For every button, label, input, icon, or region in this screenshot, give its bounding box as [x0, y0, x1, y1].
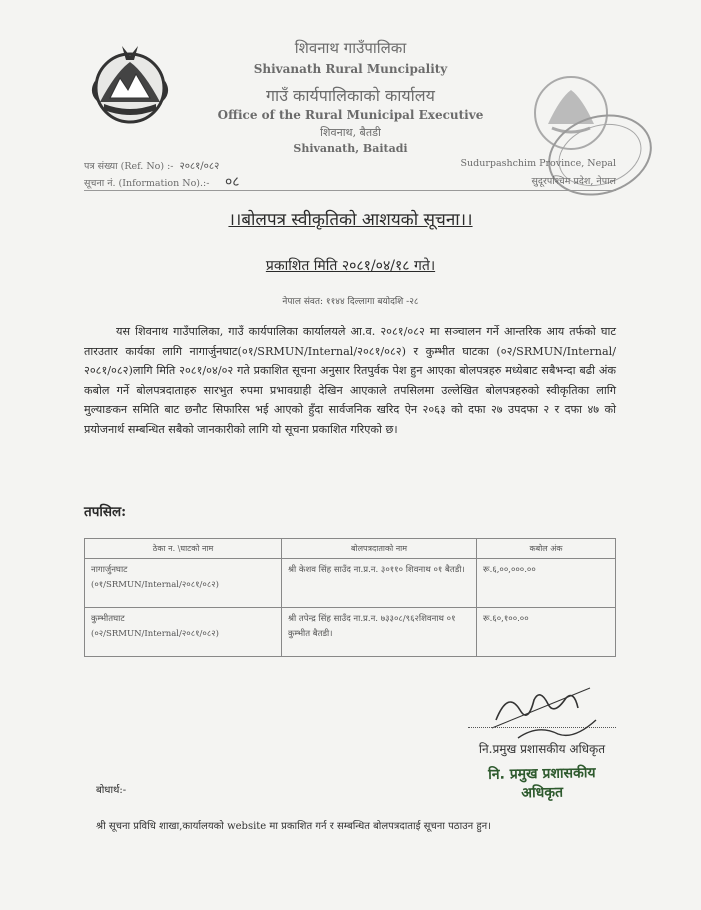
col-header-bidder: बोलपत्रदाताको नाम: [282, 539, 477, 559]
notice-body: यस शिवनाथ गाउँपालिका, गाउँ कार्यपालिका कार्यालयले आ.व. २०८१/०८२ मा सञ्चालन गर्ने आन्तरिक आय तर्फको घाट तारउतार कार्यका लागि नागार्जुनघाट(०१/SRMUN/Internal/२०८१/०८२) र कुम्भीत घाटका (०२/SRMUN/Internal/२०८१/०८२)लागि मिति २०८१/०४/०२ गते प्रकाशित सूचना अनुसार रितपुर्वक पेश हुन आएका बोलपत्रहरु मध्येबाट सबैभन्दा बढी अंक कबोल गर्ने बोलपत्रदाताहरु सारभुत रुपमा प्रभावग्राही देखिन आएकाले तपसिलमा उल्लेखित बोलपत्रहरुको स्वीकृतिका लागि मुल्याङकन समिति बाट छनौट सिफारिस भई आएको हुँदा सार्वजनिक खरिद ऐन २०६३ को दफा २७ उपदफा २ र दफा ४७ को प्रयोजनार्थ सम्बन्धित सबैको जानकारीको लागि यो सूचना प्रकाशित गरिएको छ।: [84, 325, 616, 436]
designation-stamp: नि. प्रमुख प्रशासकीय अधिकृत: [488, 765, 596, 802]
place-en: Shivanath, Baitadi: [293, 142, 408, 155]
org-name-np: शिवनाथ गाउँपालिका: [294, 39, 407, 57]
office-name-en: Office of the Rural Municipal Executive: [217, 108, 484, 122]
org-name-en: Shivanath Rural Muncipality: [253, 62, 448, 76]
ghat-code: (०२/SRMUN/Internal/२०८१/०८२): [91, 629, 219, 639]
info-label: सूचना नं. (Information No).:-: [84, 178, 210, 189]
office-name-np: गाउँ कार्यपालिकाको कार्यालय: [266, 86, 435, 105]
publish-date: प्रकाशित मिति २०८१/०४/१८ गते।: [265, 258, 436, 274]
province-np: सुदूरपश्चिम प्रदेश, नेपाल: [531, 176, 616, 187]
ref-value: २०८१/०८२: [179, 161, 220, 172]
ghat-name: कुम्भीतघाट: [91, 614, 125, 624]
notice-title: ।।बोलपत्र स्वीकृतिको आशयको सूचना।।: [228, 210, 473, 230]
ref-label: पत्र संख्या (Ref. No) :-: [84, 161, 174, 172]
footer-note: श्री सूचना प्रविधि शाखा,कार्यालयको website मा प्रकाशित गर्न र सम्बन्धित बोलपत्रदाताई सूचना पठाउन हुन।: [96, 821, 492, 832]
ghat-name: नागार्जुनघाट: [91, 565, 128, 575]
ghat-code: (०१/SRMUN/Internal/२०८१/०८२): [91, 580, 219, 590]
info-number: [84, 176, 209, 189]
ghat-cell: [85, 608, 282, 657]
col-header-amount: कबोल अंक: [477, 539, 616, 559]
province-en: Sudurpashchim Province, Nepal: [460, 158, 616, 169]
table-header-row: [85, 539, 616, 559]
signature-line: [468, 727, 616, 728]
info-value-handwritten: ०८: [225, 174, 240, 190]
tapasil-heading: तपसिल:: [84, 504, 127, 520]
nepal-sambat-date: नेपाल संवत: ११४४ दिल्लागा बयोदशि -२८: [282, 297, 419, 307]
table-row: [85, 559, 616, 608]
bodharth-label: बोधार्थ:-: [96, 785, 127, 796]
ref-number: [84, 158, 219, 172]
amount-cell: रू.६०,१००.००: [477, 608, 616, 657]
bid-table: [84, 538, 616, 657]
table-row: [85, 608, 616, 657]
place-np: शिवनाथ, बैतडी: [320, 126, 381, 139]
bidder-cell: श्री तपेन्द्र सिंह साउँद ना.प्र.न. ७३३०८/९६२शिवनाथ ०१ कुम्भीत बैतडी।: [282, 608, 477, 657]
designation-text: नि.प्रमुख प्रशासकीय अधिकृत: [478, 742, 606, 756]
col-header-ghat: ठेका न. \घाटको नाम: [85, 539, 282, 559]
ghat-cell: [85, 559, 282, 608]
bidder-cell: श्री केशव सिंह साउँद ना.प्र.न. ३०११० शिवनाथ ०१ बैतडी।: [282, 559, 477, 608]
amount-cell: रू.६,००,०००.००: [477, 559, 616, 608]
header-divider: [84, 190, 616, 191]
